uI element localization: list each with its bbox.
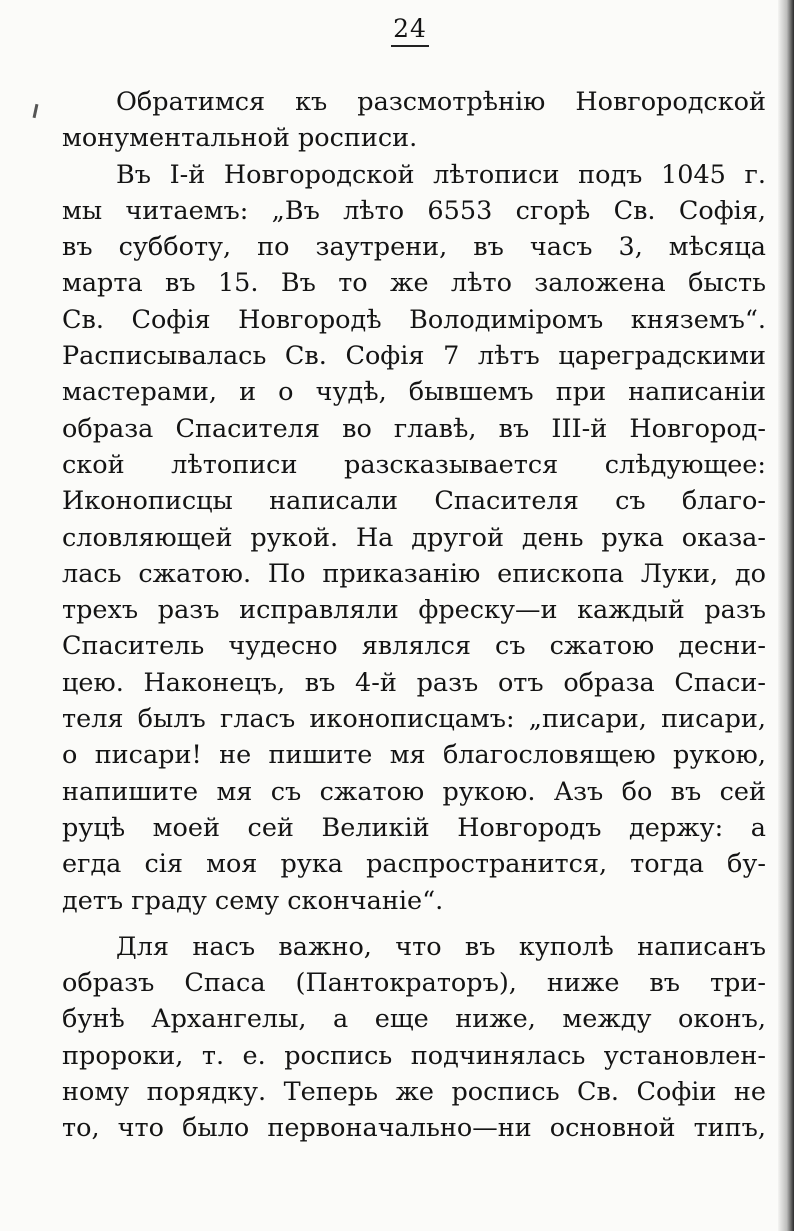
text-line: Спаситель чудесно являлся съ сжатою десни-	[62, 631, 766, 662]
text-line: напишите мя съ сжатою рукою. Азъ бо въ сей	[62, 776, 766, 807]
text-line: образа Спасителя во главѣ, въ ІІІ-й Новгород-	[62, 413, 766, 444]
text-line: мастерами, и о чудѣ, бывшемъ при написаніи	[62, 377, 766, 408]
binding-shadow	[778, 0, 794, 1231]
text-line: то, что было первоначально—ни основной типъ,	[62, 1113, 766, 1144]
text-line: мы читаемъ: „Въ лѣто 6553 сгорѣ Св. Софія,	[62, 195, 766, 226]
text-line: егда сія моя рука распространится, тогда бу-	[62, 849, 766, 880]
text-line: Иконописцы написали Спасителя съ благо-	[62, 486, 766, 517]
text-line: цею. Наконецъ, въ 4-й разъ отъ образа Спаси-	[62, 667, 766, 698]
text-line: Св. Софія Новгородѣ Володиміромъ княземъ“.	[62, 304, 766, 335]
text-line: въ субботу, по заутрени, въ часъ 3, мѣсяца	[62, 232, 766, 263]
text-line: Расписывалась Св. Софія 7 лѣтъ цареградскими	[62, 341, 766, 372]
text-line: Для насъ важно, что въ куполѣ написанъ	[116, 931, 766, 962]
text-line: Въ І-й Новгородской лѣтописи подъ 1045 г.	[116, 159, 766, 190]
text-line: детъ граду сему скончаніе“.	[62, 885, 444, 916]
page-number	[0, 14, 794, 47]
ink-mark	[33, 104, 39, 118]
page-number-text: 24	[391, 14, 429, 47]
text-line: словляющей рукой. На другой день рука оказа-	[62, 522, 766, 553]
text-line: ному порядку. Теперь же роспись Св. Софіи не	[62, 1077, 766, 1108]
text-line: пророки, т. е. роспись подчинялась установлен-	[62, 1040, 766, 1071]
text-line: образъ Спаса (Пантократоръ), ниже въ три-	[62, 968, 766, 999]
body-text	[62, 84, 766, 1147]
text-line: руцѣ моей сей Великій Новгородъ держу: а	[62, 812, 766, 843]
text-line: марта въ 15. Въ то же лѣто заложена бысть	[62, 268, 766, 299]
text-line: лась сжатою. По приказанію епископа Луки, до	[62, 558, 766, 589]
text-line: ской лѣтописи разсказывается слѣдующее:	[62, 449, 766, 480]
text-line: монументальной росписи.	[62, 123, 418, 154]
text-line: о писари! не пишите мя благословящею рукою,	[62, 740, 766, 771]
text-line: бунѣ Архангелы, а еще ниже, между оконъ,	[62, 1004, 766, 1035]
text-line: теля былъ гласъ иконописцамъ: „писари, писари,	[62, 704, 766, 735]
text-line: Обратимся къ разсмотрѣнію Новгородской	[116, 87, 766, 117]
text-line: трехъ разъ исправляли фреску—и каждый разъ	[62, 595, 766, 626]
paragraph-gap	[62, 919, 766, 929]
